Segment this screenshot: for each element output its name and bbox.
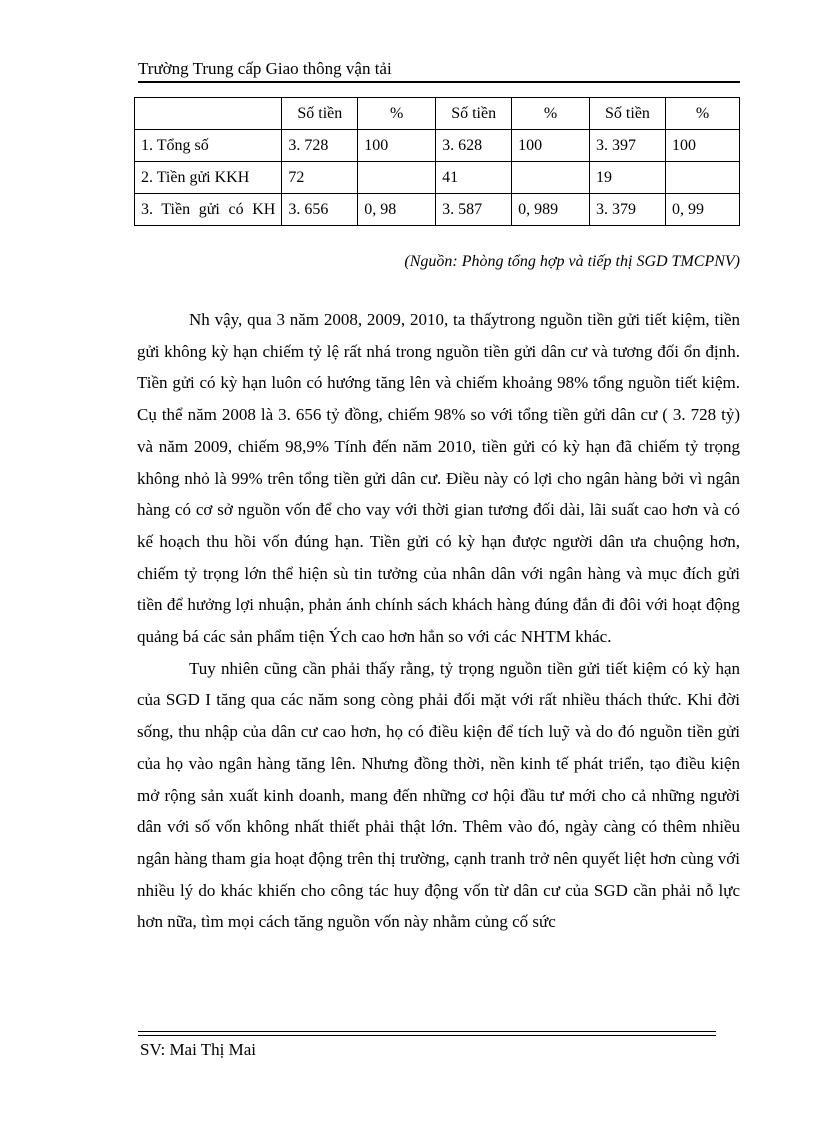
table-cell: 19 bbox=[590, 162, 666, 194]
table-header-cell: % bbox=[512, 98, 590, 130]
body-paragraph: Nh vậy, qua 3 năm 2008, 2009, 2010, ta thấytrong nguồn tiền gửi tiết kiệm, tiền gửi không kỳ hạn chiếm tỷ lệ rất nhá trong nguồn tiền gửi dân cư và tương đối ổn định. Tiền gửi có kỳ hạn luôn có hướng tăng lên và chiếm khoảng 98% tổng nguồn tiết kiệm. Cụ thể năm 2008 là 3. 656 tỷ đồng, chiếm 98% so với tổng tiền gửi dân cư ( 3. 728 tỷ) và năm 2009, chiếm 98,9% Tính đến năm 2010, tiền gửi có kỳ hạn đã chiếm tỷ trọng không nhỏ là 99% trên tổng tiền gửi dân cư. Điều này có lợi cho ngân hàng bởi vì ngân hàng có cơ sở nguồn vốn để cho vay với thời gian tương đối dài, lãi suất cao hơn và có kế hoạch thu hồi vốn đúng hạn. Tiền gửi có kỳ hạn được người dân ưa chuộng hơn, chiếm tỷ trọng lớn thể hiện sù tin tưởng của nhân dân với ngân hàng và mục đích gửi tiền để hưởng lợi nhuận, phản ánh chính sách khách hàng đúng đắn đi đôi với hoạt động quảng bá các sản phẩm tiện Ých cao hơn hẳn so với các NHTM khác. bbox=[137, 310, 740, 647]
table-row bbox=[135, 194, 740, 226]
table-cell: 100 bbox=[665, 130, 739, 162]
table-row bbox=[135, 130, 740, 162]
table-cell bbox=[665, 162, 739, 194]
table-cell bbox=[512, 162, 590, 194]
table-cell: 3. 397 bbox=[590, 130, 666, 162]
page-header: Trường Trung cấp Giao thông vận tải bbox=[138, 59, 392, 78]
table-cell: 3. Tiền gửi có KH bbox=[135, 194, 282, 226]
table-cell: 0, 98 bbox=[358, 194, 436, 226]
body-paragraph: Tuy nhiên cũng cần phải thấy rằng, tỷ trọng nguồn tiền gửi tiết kiệm có kỳ hạn của SGD I tăng qua các năm song còng phải đối mặt với rất nhiều thách thức. Khi đời sống, thu nhập của dân cư cao hơn, họ có điều kiện để tích luỹ và do đó nguồn tiền gửi của họ vào ngân hàng tăng lên. Nhưng đồng thời, nền kinh tế phát triển, tạo điều kiện mở rộng sản xuất kinh doanh, mang đến những cơ hội đầu tư mới cho cả những người dân với số vốn không nhất thiết phải thật lớn. Thêm vào đó, ngày càng có thêm nhiều ngân hàng tham gia hoạt động trên thị trường, cạnh tranh trở nên quyết liệt hơn cùng với nhiều lý do khác khiến cho công tác huy động vốn từ dân cư của SGD cần phải nỗ lực hơn nữa, tìm mọi cách tăng nguồn vốn này nhằm củng cố sức bbox=[137, 658, 740, 932]
table-header-cell: Số tiền bbox=[282, 98, 358, 130]
table-cell: 1. Tổng số bbox=[135, 130, 282, 162]
table-cell: 100 bbox=[358, 130, 436, 162]
table-cell: 41 bbox=[436, 162, 512, 194]
table-cell: 0, 99 bbox=[665, 194, 739, 226]
table-cell: 3. 628 bbox=[436, 130, 512, 162]
table-cell: 3. 379 bbox=[590, 194, 666, 226]
footer-divider bbox=[138, 1031, 716, 1036]
table-row bbox=[135, 162, 740, 194]
table-source-note: (Nguồn: Phòng tổng hợp và tiếp thị SGD TMCPNV) bbox=[404, 253, 740, 270]
table-header-cell bbox=[135, 98, 282, 130]
table-cell: 0, 989 bbox=[512, 194, 590, 226]
table-header-cell: Số tiền bbox=[590, 98, 666, 130]
table-cell: 2. Tiền gửi KKH bbox=[135, 162, 282, 194]
table-header-row bbox=[135, 98, 740, 130]
deposit-table bbox=[134, 97, 740, 226]
table-cell: 100 bbox=[512, 130, 590, 162]
table-header-cell: Số tiền bbox=[436, 98, 512, 130]
table-cell: 3. 656 bbox=[282, 194, 358, 226]
body-text bbox=[137, 304, 740, 938]
table-header-cell: % bbox=[358, 98, 436, 130]
page-footer: SV: Mai Thị Mai bbox=[140, 1040, 257, 1059]
table-cell: 3. 728 bbox=[282, 130, 358, 162]
table-cell bbox=[358, 162, 436, 194]
table-header-cell: % bbox=[665, 98, 739, 130]
table-cell: 72 bbox=[282, 162, 358, 194]
table-cell: 3. 587 bbox=[436, 194, 512, 226]
header-divider bbox=[138, 81, 740, 83]
